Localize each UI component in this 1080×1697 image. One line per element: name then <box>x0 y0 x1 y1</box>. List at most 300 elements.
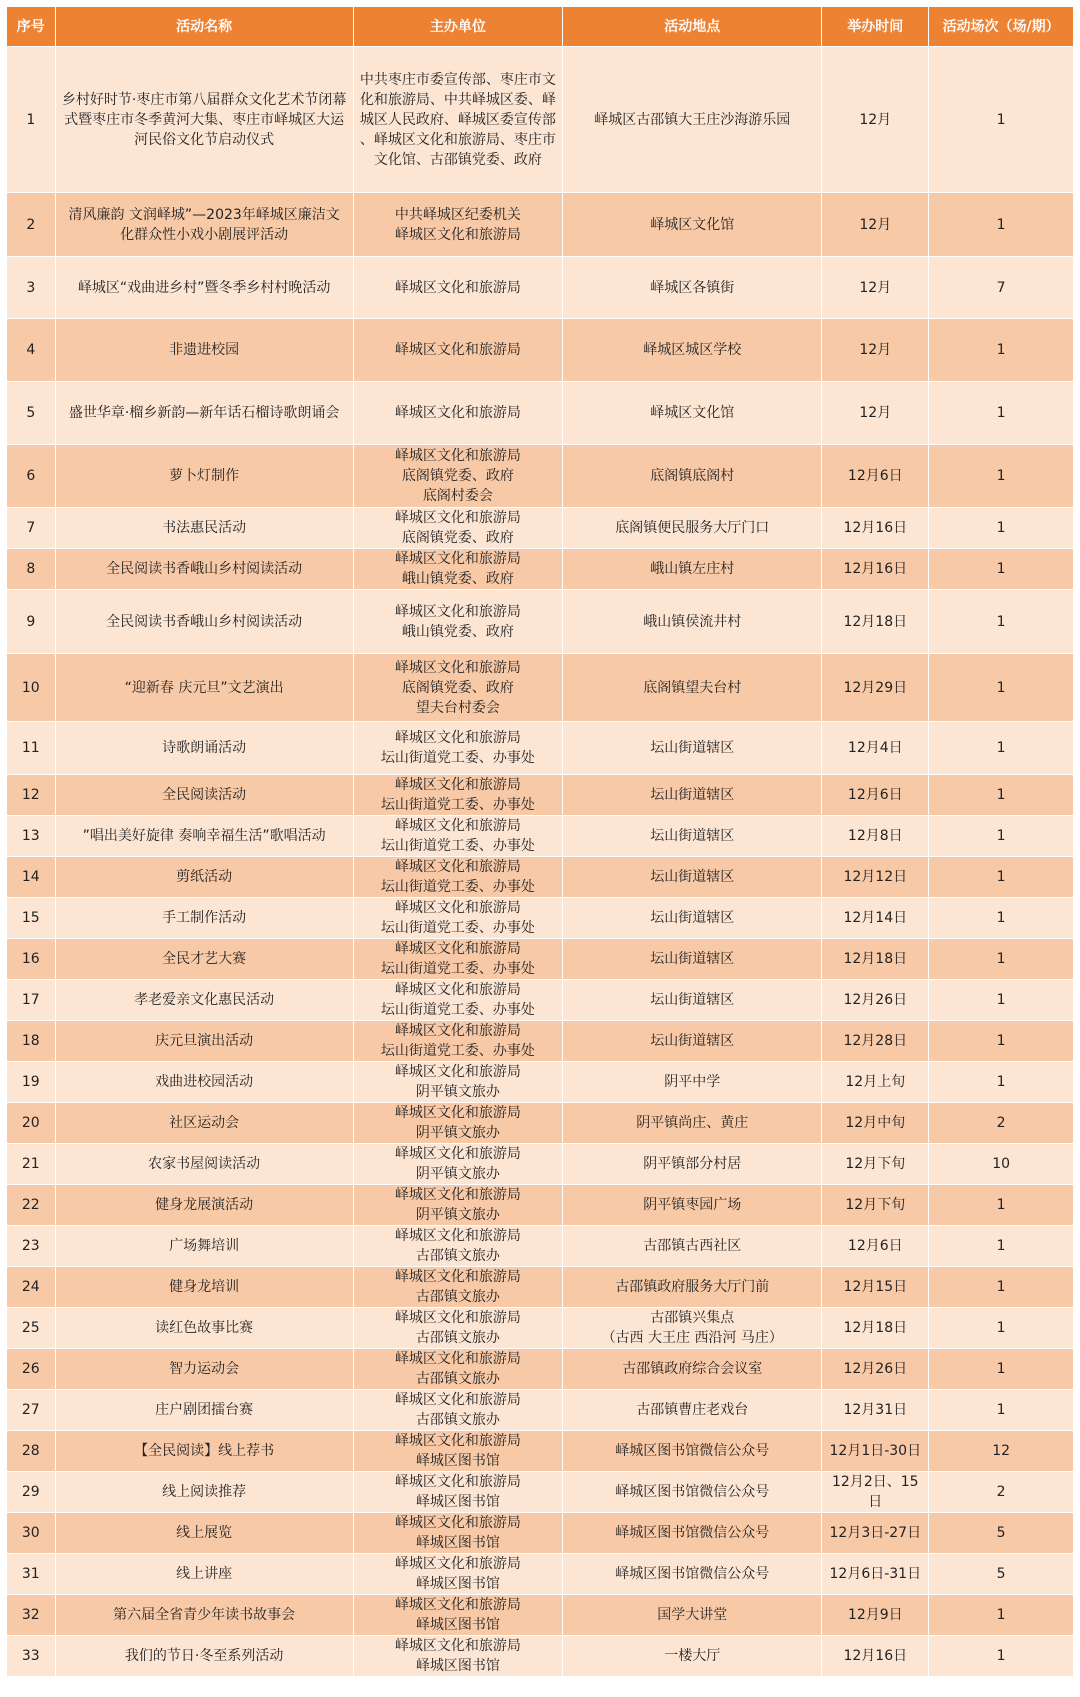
host-unit-line: 古邵镇文旅办 <box>415 1289 500 1305</box>
host-unit-line: 峄城区文化和旅游局 <box>394 941 521 957</box>
cell-activity-name <box>55 1144 353 1185</box>
host-unit-line: 文化馆、古邵镇党委、政府 <box>373 151 542 168</box>
cell-session-count: 1 <box>929 816 1074 857</box>
cell-index: 19 <box>7 1062 56 1103</box>
cell-session-count: 1 <box>929 1062 1074 1103</box>
header-location: 活动地点 <box>563 7 822 47</box>
cell-session-count: 12 <box>929 1431 1074 1472</box>
table-row <box>7 1185 1074 1226</box>
activity-name-line: 健身龙培训 <box>169 1279 240 1295</box>
host-unit-line: 峄城区图书馆 <box>415 1494 500 1510</box>
cell-location <box>563 1308 822 1349</box>
table-row <box>7 382 1074 445</box>
host-unit-line: 峄城区文化和旅游局 <box>394 730 521 746</box>
cell-activity-name <box>55 193 353 257</box>
cell-session-count: 1 <box>929 445 1074 508</box>
cell-time: 12月6日 <box>822 1226 929 1267</box>
cell-host-unit <box>353 1595 563 1636</box>
host-unit-line: 中共枣庄市委宣传部、枣庄市文 <box>359 71 556 88</box>
table-row <box>7 590 1074 654</box>
activity-name-line: 全民阅读书香峨山乡村阅读活动 <box>106 613 303 630</box>
host-unit-line: 峄城区文化和旅游局 <box>394 226 521 243</box>
cell-time: 12月29日 <box>822 654 929 722</box>
cell-time: 12月16日 <box>822 1636 929 1677</box>
host-unit-line: 坛山街道党工委、办事处 <box>380 750 535 766</box>
location-line: 坛山街道辖区 <box>650 1033 735 1049</box>
cell-index: 18 <box>7 1021 56 1062</box>
cell-session-count: 1 <box>929 1185 1074 1226</box>
cell-time: 12月6日-31日 <box>822 1554 929 1595</box>
host-unit-line: 峄城区文化和旅游局 <box>394 1064 521 1080</box>
host-unit-line: 坛山街道党工委、办事处 <box>380 961 535 977</box>
cell-activity-name <box>55 319 353 382</box>
cell-location <box>563 1021 822 1062</box>
activity-name-line: 农家书屋阅读活动 <box>148 1156 261 1172</box>
activity-name-line: 我们的节日·冬至系列活动 <box>124 1648 284 1664</box>
cell-activity-name <box>55 775 353 816</box>
table-row <box>7 898 1074 939</box>
location-line: 阴平镇枣园广场 <box>643 1197 742 1213</box>
cell-activity-name <box>55 654 353 722</box>
cell-time: 12月中旬 <box>822 1103 929 1144</box>
host-unit-line: 峄城区文化和旅游局 <box>394 603 521 620</box>
cell-host-unit <box>353 1062 563 1103</box>
host-unit-line: 峄城区文化和旅游局 <box>394 659 521 676</box>
cell-session-count: 7 <box>929 257 1074 319</box>
cell-index: 23 <box>7 1226 56 1267</box>
cell-host-unit <box>353 1308 563 1349</box>
cell-activity-name <box>55 1513 353 1554</box>
table-row <box>7 193 1074 257</box>
table-row <box>7 1349 1074 1390</box>
cell-time: 12月12日 <box>822 857 929 898</box>
cell-location <box>563 1472 822 1513</box>
cell-activity-name <box>55 1062 353 1103</box>
host-unit-line: 峄城区文化和旅游局 <box>394 1146 521 1162</box>
location-line: 峨山镇侯流井村 <box>643 613 742 630</box>
cell-location <box>563 1144 822 1185</box>
cell-activity-name <box>55 898 353 939</box>
cell-session-count: 2 <box>929 1472 1074 1513</box>
table-row <box>7 1062 1074 1103</box>
activity-name-line: 戏曲进校园活动 <box>155 1074 254 1090</box>
table-row <box>7 722 1074 775</box>
cell-activity-name <box>55 722 353 775</box>
cell-session-count: 1 <box>929 193 1074 257</box>
cell-activity-name <box>55 1472 353 1513</box>
cell-session-count: 1 <box>929 590 1074 654</box>
activity-name-line: 河民俗文化节启动仪式 <box>134 131 275 148</box>
location-line: 峄城区文化馆 <box>650 405 735 421</box>
cell-activity-name <box>55 1226 353 1267</box>
cell-host-unit <box>353 1390 563 1431</box>
cell-time: 12月4日 <box>822 722 929 775</box>
cell-time: 12月6日 <box>822 445 929 508</box>
cell-host-unit <box>353 1554 563 1595</box>
cell-location <box>563 939 822 980</box>
cell-host-unit <box>353 193 563 257</box>
activity-name-line: 【全民阅读】线上荐书 <box>134 1443 275 1459</box>
cell-index: 4 <box>7 319 56 382</box>
activity-name-line: 全民才艺大赛 <box>162 951 247 967</box>
table-row <box>7 816 1074 857</box>
cell-time: 12月26日 <box>822 1349 929 1390</box>
activity-name-line: 清风廉韵 文润峄城”—2023年峄城区廉洁文 <box>68 206 340 223</box>
host-unit-line: 峄城区图书馆 <box>415 1576 500 1592</box>
cell-activity-name <box>55 1349 353 1390</box>
cell-location <box>563 816 822 857</box>
cell-activity-name <box>55 816 353 857</box>
cell-index: 29 <box>7 1472 56 1513</box>
location-line: 峨山镇左庄村 <box>650 561 735 577</box>
location-line: 坛山街道辖区 <box>650 787 735 803</box>
cell-host-unit <box>353 445 563 508</box>
cell-time: 12月31日 <box>822 1390 929 1431</box>
activity-name-line: 庆元旦演出活动 <box>155 1033 254 1049</box>
table-row <box>7 1144 1074 1185</box>
host-unit-line: 峄城区文化和旅游局 <box>394 1187 521 1203</box>
table-row <box>7 1021 1074 1062</box>
location-line: 峄城区城区学校 <box>643 342 742 358</box>
host-unit-line: 峨山镇党委、政府 <box>401 571 514 587</box>
host-unit-line: 峄城区图书馆 <box>415 1658 500 1674</box>
table-row <box>7 445 1074 508</box>
cell-host-unit <box>353 1431 563 1472</box>
activity-name-line: 广场舞培训 <box>169 1238 240 1254</box>
cell-session-count: 1 <box>929 1308 1074 1349</box>
location-line: 坛山街道辖区 <box>650 951 735 967</box>
cell-activity-name <box>55 508 353 549</box>
table-row <box>7 47 1074 193</box>
activity-name-line: 社区运动会 <box>169 1115 240 1131</box>
cell-time: 12月18日 <box>822 590 929 654</box>
cell-host-unit <box>353 1226 563 1267</box>
cell-host-unit <box>353 1021 563 1062</box>
cell-activity-name <box>55 1390 353 1431</box>
host-unit-line: 峄城区文化和旅游局 <box>394 818 521 834</box>
cell-host-unit <box>353 1349 563 1390</box>
cell-time: 12月2日、15日 <box>822 1472 929 1513</box>
cell-activity-name <box>55 1595 353 1636</box>
location-line: 国学大讲堂 <box>657 1607 728 1623</box>
host-unit-line: 古邵镇文旅办 <box>415 1330 500 1346</box>
cell-index: 3 <box>7 257 56 319</box>
cell-host-unit <box>353 980 563 1021</box>
cell-session-count: 1 <box>929 382 1074 445</box>
cell-session-count: 5 <box>929 1554 1074 1595</box>
activity-name-line: 孝老爱亲文化惠民活动 <box>134 992 275 1008</box>
host-unit-line: 底阁镇党委、政府 <box>401 468 514 484</box>
host-unit-line: 化和旅游局、中共峄城区委、峄 <box>359 91 556 108</box>
cell-time: 12月9日 <box>822 1595 929 1636</box>
location-line: 坛山街道辖区 <box>650 828 735 844</box>
host-unit-line: 坛山街道党工委、办事处 <box>380 838 535 854</box>
cell-activity-name <box>55 939 353 980</box>
host-unit-line: 峄城区文化和旅游局 <box>394 1392 521 1408</box>
cell-location <box>563 775 822 816</box>
host-unit-line: 峄城区文化和旅游局 <box>394 859 521 875</box>
header-index: 序号 <box>7 7 56 47</box>
activity-name-line: 诗歌朗诵活动 <box>162 740 247 756</box>
activity-name-line: 剪纸活动 <box>176 869 233 885</box>
header-activity-name: 活动名称 <box>55 7 353 47</box>
table-row <box>7 257 1074 319</box>
cell-host-unit <box>353 654 563 722</box>
activity-name-line: 手工制作活动 <box>162 910 247 926</box>
cell-index: 14 <box>7 857 56 898</box>
host-unit-line: 坛山街道党工委、办事处 <box>380 879 535 895</box>
table-row <box>7 1472 1074 1513</box>
header-time: 举办时间 <box>822 7 929 47</box>
cell-index: 24 <box>7 1267 56 1308</box>
cell-session-count: 1 <box>929 980 1074 1021</box>
cell-location <box>563 1185 822 1226</box>
location-line: 古邵镇曹庄老戏台 <box>636 1402 749 1418</box>
table-row <box>7 1308 1074 1349</box>
cell-session-count: 1 <box>929 47 1074 193</box>
cell-location <box>563 1103 822 1144</box>
table-row <box>7 939 1074 980</box>
cell-location <box>563 382 822 445</box>
header-host-unit: 主办单位 <box>353 7 563 47</box>
host-unit-line: 阴平镇文旅办 <box>415 1166 500 1182</box>
cell-location <box>563 1226 822 1267</box>
cell-index: 27 <box>7 1390 56 1431</box>
location-line: 峄城区图书馆微信公众号 <box>615 1566 770 1582</box>
location-line: 古邵镇兴集点 <box>650 1310 735 1326</box>
cell-location <box>563 549 822 590</box>
table-row <box>7 549 1074 590</box>
cell-index: 11 <box>7 722 56 775</box>
table-row <box>7 508 1074 549</box>
cell-session-count: 1 <box>929 722 1074 775</box>
cell-location <box>563 980 822 1021</box>
cell-activity-name <box>55 980 353 1021</box>
cell-time: 12月 <box>822 257 929 319</box>
host-unit-line: 中共峄城区纪委机关 <box>394 206 521 223</box>
cell-host-unit <box>353 939 563 980</box>
host-unit-line: 峄城区文化和旅游局 <box>394 510 521 526</box>
cell-session-count: 1 <box>929 857 1074 898</box>
cell-location <box>563 1431 822 1472</box>
location-line: 坛山街道辖区 <box>650 740 735 756</box>
cell-activity-name <box>55 445 353 508</box>
host-unit-line: 峄城区图书馆 <box>415 1535 500 1551</box>
cell-host-unit <box>353 319 563 382</box>
host-unit-line: 、峄城区文化和旅游局、枣庄市 <box>359 131 556 148</box>
host-unit-line: 古邵镇文旅办 <box>415 1412 500 1428</box>
cell-index: 10 <box>7 654 56 722</box>
cell-session-count: 1 <box>929 1636 1074 1677</box>
cell-host-unit <box>353 1144 563 1185</box>
cell-session-count: 5 <box>929 1513 1074 1554</box>
host-unit-line: 峄城区文化和旅游局 <box>394 1597 521 1613</box>
location-line: 峄城区图书馆微信公众号 <box>615 1484 770 1500</box>
activity-name-line: 书法惠民活动 <box>162 520 247 536</box>
activity-name-line: 全民阅读活动 <box>162 787 247 803</box>
table-row <box>7 1513 1074 1554</box>
cell-session-count: 1 <box>929 1021 1074 1062</box>
cell-time: 12月26日 <box>822 980 929 1021</box>
cell-session-count: 1 <box>929 898 1074 939</box>
activity-name-line: ”唱出美好旋律 奏响幸福生活”歌唱活动 <box>82 828 326 844</box>
cell-location <box>563 1554 822 1595</box>
cell-location <box>563 445 822 508</box>
location-line: 峄城区古邵镇大王庄沙海游乐园 <box>594 111 791 128</box>
cell-time: 12月16日 <box>822 508 929 549</box>
host-unit-line: 峨山镇党委、政府 <box>401 623 514 640</box>
activity-name-line: 线上阅读推荐 <box>162 1484 247 1500</box>
cell-session-count: 1 <box>929 1226 1074 1267</box>
cell-session-count: 1 <box>929 1390 1074 1431</box>
cell-session-count: 1 <box>929 775 1074 816</box>
table-row <box>7 1595 1074 1636</box>
cell-time: 12月下旬 <box>822 1144 929 1185</box>
cell-index: 21 <box>7 1144 56 1185</box>
cell-activity-name <box>55 382 353 445</box>
host-unit-line: 峄城区文化和旅游局 <box>394 342 521 358</box>
location-line: 峄城区图书馆微信公众号 <box>615 1443 770 1459</box>
cell-host-unit <box>353 898 563 939</box>
location-line: 古邵镇政府服务大厅门前 <box>615 1279 770 1295</box>
table-row <box>7 319 1074 382</box>
host-unit-line: 底阁镇党委、政府 <box>401 530 514 546</box>
table-row <box>7 1103 1074 1144</box>
cell-location <box>563 47 822 193</box>
activity-name-line: 线上展览 <box>176 1525 233 1541</box>
cell-index: 5 <box>7 382 56 445</box>
activity-name-line: 萝卜灯制作 <box>169 468 240 484</box>
table-row <box>7 1431 1074 1472</box>
cell-index: 30 <box>7 1513 56 1554</box>
cell-host-unit <box>353 1472 563 1513</box>
cell-session-count: 1 <box>929 508 1074 549</box>
cell-host-unit <box>353 47 563 193</box>
table-row <box>7 1226 1074 1267</box>
location-line: 一楼大厅 <box>664 1648 721 1664</box>
host-unit-line: 望夫台村委会 <box>415 699 500 716</box>
cell-session-count: 1 <box>929 319 1074 382</box>
activity-name-line: 峄城区“戏曲进乡村”暨冬季乡村村晚活动 <box>77 279 331 296</box>
host-unit-line: 城区人民政府、峄城区委宣传部 <box>359 111 556 128</box>
cell-session-count: 2 <box>929 1103 1074 1144</box>
host-unit-line: 坛山街道党工委、办事处 <box>380 797 535 813</box>
cell-time: 12月6日 <box>822 775 929 816</box>
cell-host-unit <box>353 1636 563 1677</box>
location-line: 阴平镇尚庄、黄庄 <box>636 1115 749 1131</box>
host-unit-line: 古邵镇文旅办 <box>415 1248 500 1264</box>
host-unit-line: 坛山街道党工委、办事处 <box>380 1002 535 1018</box>
location-line: 坛山街道辖区 <box>650 910 735 926</box>
cell-index: 32 <box>7 1595 56 1636</box>
location-line: 坛山街道辖区 <box>650 992 735 1008</box>
host-unit-line: 阴平镇文旅办 <box>415 1125 500 1141</box>
host-unit-line: 峄城区文化和旅游局 <box>394 1105 521 1121</box>
cell-location <box>563 1349 822 1390</box>
cell-index: 33 <box>7 1636 56 1677</box>
cell-time: 12月14日 <box>822 898 929 939</box>
cell-activity-name <box>55 1636 353 1677</box>
cell-activity-name <box>55 1267 353 1308</box>
cell-host-unit <box>353 722 563 775</box>
cell-host-unit <box>353 816 563 857</box>
cell-time: 12月 <box>822 47 929 193</box>
cell-host-unit <box>353 1513 563 1554</box>
host-unit-line: 阴平镇文旅办 <box>415 1084 500 1100</box>
host-unit-line: 峄城区文化和旅游局 <box>394 777 521 793</box>
location-line: 古邵镇政府综合会议室 <box>622 1361 763 1377</box>
cell-location <box>563 1636 822 1677</box>
host-unit-line: 峄城区文化和旅游局 <box>394 1310 521 1326</box>
cell-activity-name <box>55 549 353 590</box>
cell-index: 6 <box>7 445 56 508</box>
cell-index: 2 <box>7 193 56 257</box>
host-unit-line: 峄城区文化和旅游局 <box>394 1638 521 1654</box>
location-line: 底阁镇望夫台村 <box>643 679 742 696</box>
cell-time: 12月18日 <box>822 1308 929 1349</box>
cell-time: 12月15日 <box>822 1267 929 1308</box>
cell-location <box>563 1513 822 1554</box>
cell-activity-name <box>55 1431 353 1472</box>
cell-time: 12月 <box>822 382 929 445</box>
cell-session-count: 10 <box>929 1144 1074 1185</box>
cell-host-unit <box>353 1267 563 1308</box>
cell-time: 12月18日 <box>822 939 929 980</box>
cell-host-unit <box>353 590 563 654</box>
cell-location <box>563 722 822 775</box>
activity-name-line: 庄户剧团擂台赛 <box>155 1402 254 1418</box>
host-unit-line: 峄城区文化和旅游局 <box>394 900 521 916</box>
table-row <box>7 775 1074 816</box>
cell-activity-name <box>55 857 353 898</box>
cell-location <box>563 857 822 898</box>
table-row <box>7 1390 1074 1431</box>
host-unit-line: 峄城区文化和旅游局 <box>394 279 521 296</box>
cell-host-unit <box>353 257 563 319</box>
activity-name-line: 线上讲座 <box>176 1566 233 1582</box>
cell-index: 26 <box>7 1349 56 1390</box>
cell-location <box>563 1062 822 1103</box>
table-header-row <box>7 7 1074 47</box>
cell-time: 12月1日-30日 <box>822 1431 929 1472</box>
cell-index: 17 <box>7 980 56 1021</box>
location-line: 坛山街道辖区 <box>650 869 735 885</box>
host-unit-line: 峄城区文化和旅游局 <box>394 1515 521 1531</box>
host-unit-line: 坛山街道党工委、办事处 <box>380 920 535 936</box>
cell-index: 28 <box>7 1431 56 1472</box>
cell-location <box>563 1267 822 1308</box>
activity-name-line: “迎新春 庆元旦”文艺演出 <box>124 679 284 696</box>
cell-index: 31 <box>7 1554 56 1595</box>
host-unit-line: 峄城区文化和旅游局 <box>394 1269 521 1285</box>
cell-activity-name <box>55 1308 353 1349</box>
location-line: 峄城区文化馆 <box>650 216 735 233</box>
activity-table <box>6 6 1074 1677</box>
table-row <box>7 980 1074 1021</box>
cell-time: 12月3日-27日 <box>822 1513 929 1554</box>
cell-location <box>563 257 822 319</box>
cell-index: 1 <box>7 47 56 193</box>
cell-activity-name <box>55 47 353 193</box>
activity-name-line: 健身龙展演活动 <box>155 1197 254 1213</box>
cell-location <box>563 319 822 382</box>
activity-name-line: 化群众性小戏小剧展评活动 <box>120 226 289 243</box>
location-line: 古邵镇古西社区 <box>643 1238 742 1254</box>
cell-time: 12月上旬 <box>822 1062 929 1103</box>
cell-host-unit <box>353 382 563 445</box>
cell-index: 12 <box>7 775 56 816</box>
host-unit-line: 峄城区文化和旅游局 <box>394 1351 521 1367</box>
